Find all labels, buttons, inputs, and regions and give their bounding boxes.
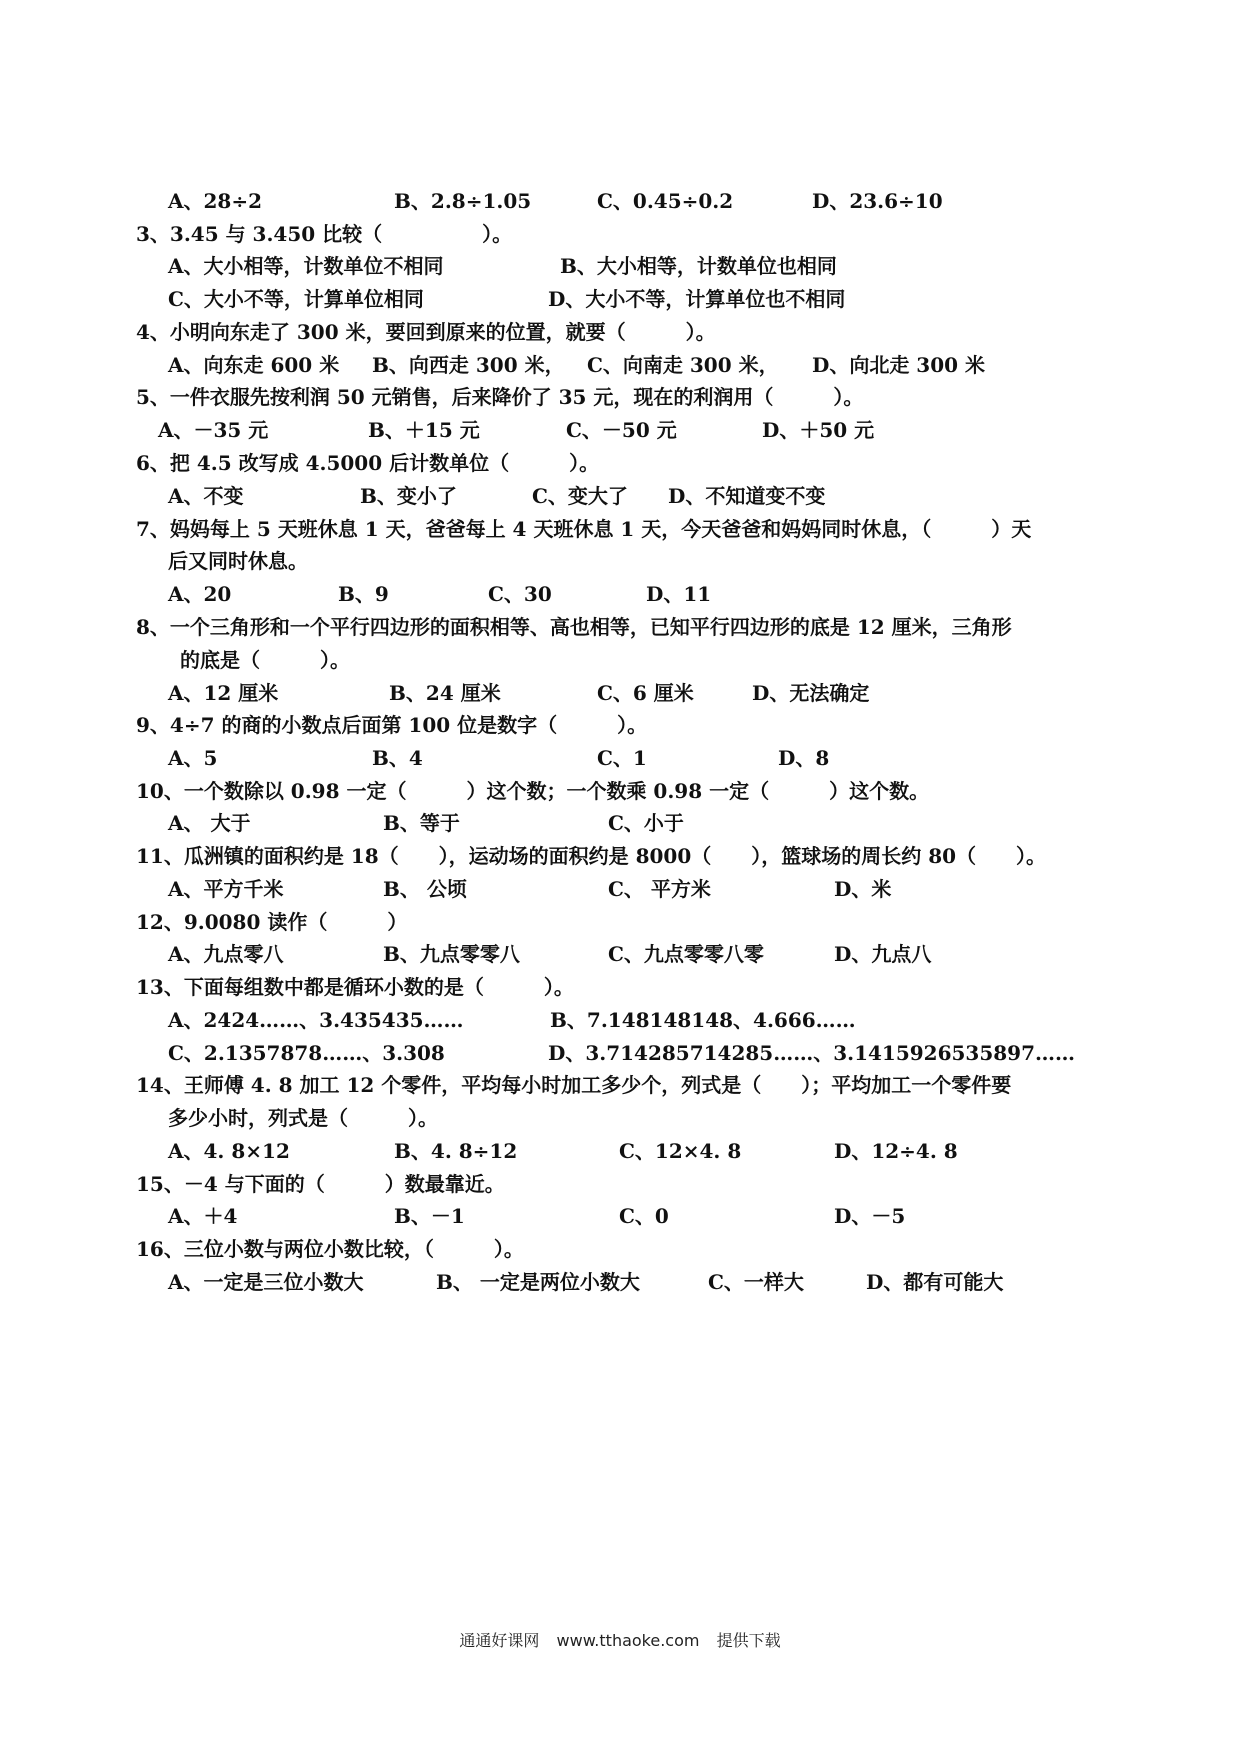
option-a: A、九点零八	[168, 942, 284, 966]
option-c: C、0.45÷0.2	[597, 189, 734, 213]
question-text: 4、小明向东走了 300 米，要回到原来的位置，就要（ ）。	[136, 320, 716, 344]
option-c: C、0	[619, 1204, 669, 1228]
option-c: C、九点零零八零	[608, 942, 764, 966]
option-d: D、11	[646, 582, 712, 606]
option-line	[0, 251, 1240, 281]
option-a: A、4. 8×12	[168, 1139, 290, 1163]
option-a: A、28÷2	[168, 189, 263, 213]
option-line	[0, 1201, 1240, 1231]
question-16	[0, 1234, 1240, 1264]
question-12	[0, 907, 1240, 937]
option-line	[0, 1267, 1240, 1297]
question-10	[0, 776, 1240, 806]
option-c: C、2.1357878……、3.308	[168, 1041, 445, 1065]
question-text: 16、三位小数与两位小数比较，（ ）。	[136, 1237, 524, 1261]
option-a: A、－35 元	[158, 418, 269, 442]
option-d: D、－5	[834, 1204, 906, 1228]
option-c: C、小于	[608, 811, 684, 835]
option-b: B、大小相等，计数单位也相同	[560, 254, 837, 278]
option-b: B、2.8÷1.05	[394, 189, 532, 213]
question-text: 15、－4 与下面的（ ）数最靠近。	[136, 1172, 505, 1196]
option-a: A、一定是三位小数大	[168, 1270, 364, 1294]
question-text: 6、把 4.5 改写成 4.5000 后计数单位（ ）。	[136, 451, 600, 475]
option-d: D、23.6÷10	[812, 189, 943, 213]
option-b: B、24 厘米	[389, 681, 501, 705]
option-b: B、 一定是两位小数大	[436, 1270, 640, 1294]
question-6	[0, 448, 1240, 478]
option-a: A、向东走 600 米	[168, 353, 340, 377]
question-text: 的底是（ ）。	[180, 648, 350, 672]
option-a: A、5	[168, 746, 218, 770]
question-15	[0, 1169, 1240, 1199]
option-d: D、＋50 元	[762, 418, 875, 442]
question-9	[0, 710, 1240, 740]
option-b: B、＋15 元	[368, 418, 480, 442]
option-c: C、一样大	[708, 1270, 804, 1294]
option-d: D、12÷4. 8	[834, 1139, 958, 1163]
question-text: 5、一件衣服先按利润 50 元销售，后来降价了 35 元，现在的利润用（ ）。	[136, 385, 864, 409]
option-a: A、 大于	[168, 811, 251, 835]
option-a: A、大小相等，计数单位不相同	[168, 254, 444, 278]
option-c: C、6 厘米	[597, 681, 694, 705]
option-a: A、12 厘米	[168, 681, 279, 705]
question-text: 后又同时休息。	[168, 549, 308, 573]
option-c: C、 平方米	[608, 877, 711, 901]
option-b: B、等于	[383, 811, 460, 835]
option-line	[0, 350, 1240, 380]
option-b: B、九点零零八	[383, 942, 520, 966]
option-d: D、3.714285714285……、3.1415926535897……	[548, 1041, 1076, 1065]
page-footer	[0, 1628, 1240, 1651]
question-text: 14、王师傅 4. 8 加工 12 个零件，平均每小时加工多少个，列式是（ ）；平均加工一个零件要	[136, 1073, 1012, 1097]
option-d: D、向北走 300 米	[812, 353, 986, 377]
option-b: B、7.148148148、4.666……	[550, 1008, 856, 1032]
question-text: 3、3.45 与 3.450 比较（ ）。	[136, 222, 513, 246]
option-line	[0, 1136, 1240, 1166]
question-14	[0, 1070, 1240, 1100]
option-line	[0, 284, 1240, 314]
question-4	[0, 317, 1240, 347]
option-line	[0, 579, 1240, 609]
option-c: C、－50 元	[566, 418, 677, 442]
option-d: D、九点八	[834, 942, 932, 966]
option-line	[0, 1005, 1240, 1035]
option-c: C、向南走 300 米，	[587, 353, 779, 377]
option-c: C、1	[597, 746, 647, 770]
option-a: A、平方千米	[168, 877, 284, 901]
option-d: D、无法确定	[752, 681, 870, 705]
option-line	[0, 481, 1240, 511]
question-8	[0, 612, 1240, 642]
question-text: 11、瓜洲镇的面积约是 18（ ），运动场的面积约是 8000（ ），篮球场的周长约 80（ ）。	[136, 844, 1047, 868]
question-7	[0, 514, 1240, 544]
option-line	[0, 808, 1240, 838]
footer-site-name: 通通好课网	[459, 1631, 540, 1650]
question-text: 12、9.0080 读作（ ）	[136, 910, 408, 934]
option-b: B、向西走 300 米，	[372, 353, 565, 377]
option-b: B、变小了	[360, 484, 457, 508]
option-c: C、12×4. 8	[619, 1139, 742, 1163]
option-b: B、 公顷	[383, 877, 467, 901]
option-line	[0, 874, 1240, 904]
option-c: C、30	[488, 582, 552, 606]
option-d: D、都有可能大	[866, 1270, 1004, 1294]
question-text: 13、下面每组数中都是循环小数的是（ ）。	[136, 975, 574, 999]
question-8-continuation	[0, 645, 1240, 675]
option-a: A、＋4	[168, 1204, 238, 1228]
question-text: 8、一个三角形和一个平行四边形的面积相等、高也相等，已知平行四边形的底是 12 厘米，三角形	[136, 615, 1012, 639]
option-a: A、2424……、3.435435……	[168, 1008, 464, 1032]
question-text: 7、妈妈每上 5 天班休息 1 天，爸爸每上 4 天班休息 1 天，今天爸爸和妈妈同时休息，（ ）天	[136, 517, 1032, 541]
question-11	[0, 841, 1240, 871]
option-d: D、米	[834, 877, 892, 901]
option-line	[0, 1038, 1240, 1068]
option-a: A、20	[168, 582, 232, 606]
option-line	[0, 939, 1240, 969]
question-14-continuation	[0, 1103, 1240, 1133]
option-b: B、4	[372, 746, 423, 770]
question-3	[0, 219, 1240, 249]
question-13	[0, 972, 1240, 1002]
option-b: B、4. 8÷12	[394, 1139, 518, 1163]
option-d: D、不知道变不变	[668, 484, 826, 508]
option-line	[0, 186, 1240, 216]
option-a: A、不变	[168, 484, 244, 508]
question-text: 9、4÷7 的商的小数点后面第 100 位是数字（ ）。	[136, 713, 648, 737]
option-d: D、大小不等，计算单位也不相同	[548, 287, 846, 311]
option-b: B、9	[338, 582, 389, 606]
option-d: D、8	[778, 746, 830, 770]
option-line	[0, 415, 1240, 445]
question-5	[0, 382, 1240, 412]
option-c: C、大小不等，计算单位相同	[168, 287, 424, 311]
option-c: C、变大了	[532, 484, 628, 508]
question-text: 多少小时，列式是（ ）。	[168, 1106, 438, 1130]
option-b: B、－1	[394, 1204, 465, 1228]
option-line	[0, 743, 1240, 773]
footer-suffix: 提供下载	[716, 1631, 781, 1650]
footer-url[interactable]: www.tthaoke.com	[556, 1631, 700, 1650]
question-7-continuation	[0, 546, 1240, 576]
question-text: 10、一个数除以 0.98 一定（ ）这个数；一个数乘 0.98 一定（ ）这个数。	[136, 779, 930, 803]
option-line	[0, 678, 1240, 708]
